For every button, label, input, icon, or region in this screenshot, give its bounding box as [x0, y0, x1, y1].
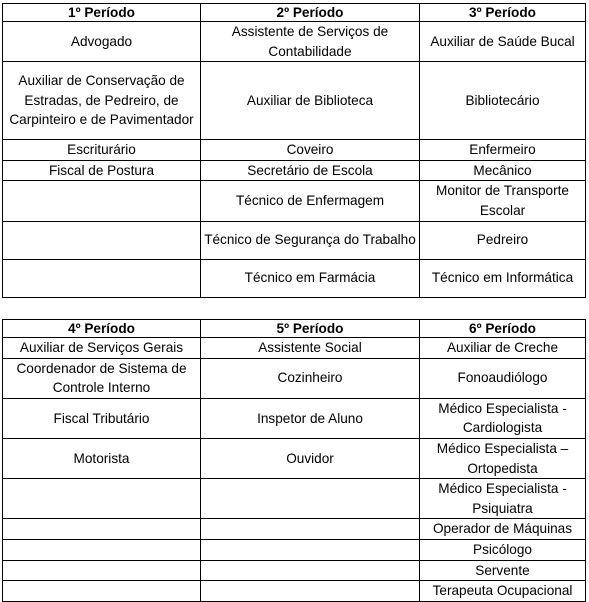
table-cell: [201, 560, 420, 581]
table-cell: Auxiliar de Conservação de Estradas, de Pedreiro, de Carpinteiro e de Pavimentador: [3, 62, 201, 140]
header-period-4: 4º Período: [3, 320, 201, 338]
table-row: [3, 181, 586, 221]
table-cell: Escriturário: [3, 140, 201, 161]
periods-table-1: [2, 3, 586, 298]
table-cell: Auxiliar de Serviços Gerais: [3, 338, 201, 359]
table-cell: Servente: [420, 560, 586, 581]
table-row: [3, 358, 586, 398]
table-cell: Enfermeiro: [420, 140, 586, 161]
table-cell: Médico Especialista - Psiquiatra: [420, 479, 586, 519]
table-row: [3, 398, 586, 438]
table-cell: Técnico de Enfermagem: [201, 181, 420, 221]
table-row: [3, 160, 586, 181]
table-cell: Auxiliar de Saúde Bucal: [420, 22, 586, 62]
table-cell: [201, 581, 420, 602]
table-row: [3, 479, 586, 519]
table-cell: [3, 581, 201, 602]
table-cell: [201, 479, 420, 519]
table-cell: Ouvidor: [201, 438, 420, 478]
table-cell: [3, 519, 201, 540]
table-cell: Fiscal de Postura: [3, 160, 201, 181]
table-cell: Terapeuta Ocupacional: [420, 581, 586, 602]
periods-table-2: [2, 319, 586, 602]
table-cell: Advogado: [3, 22, 201, 62]
table-cell: [3, 560, 201, 581]
table-cell: [3, 221, 201, 259]
table-row: [3, 560, 586, 581]
table-row: [3, 22, 586, 62]
table-cell: Bibliotecário: [420, 62, 586, 140]
table-cell: [3, 479, 201, 519]
table-cell: Fiscal Tributário: [3, 398, 201, 438]
header-row: [3, 320, 586, 338]
table-cell: Médico Especialista - Cardiologista: [420, 398, 586, 438]
table-row: [3, 581, 586, 602]
table-row: [3, 259, 586, 297]
table-cell: Técnico em Informática: [420, 259, 586, 297]
table-cell: Inspetor de Aluno: [201, 398, 420, 438]
table-row: [3, 519, 586, 540]
table-cell: Operador de Máquinas: [420, 519, 586, 540]
header-period-6: 6º Período: [420, 320, 586, 338]
table-cell: Técnico em Farmácia: [201, 259, 420, 297]
table-cell: Coveiro: [201, 140, 420, 161]
table-cell: Cozinheiro: [201, 358, 420, 398]
table-cell: Médico Especialista – Ortopedista: [420, 438, 586, 478]
table-row: [3, 539, 586, 560]
table-row: [3, 338, 586, 359]
table-row: [3, 62, 586, 140]
header-period-5: 5º Período: [201, 320, 420, 338]
table-cell: [3, 539, 201, 560]
table-cell: Pedreiro: [420, 221, 586, 259]
header-period-3: 3º Período: [420, 4, 586, 22]
table-cell: Monitor de Transporte Escolar: [420, 181, 586, 221]
table-cell: Auxiliar de Creche: [420, 338, 586, 359]
table-cell: Secretário de Escola: [201, 160, 420, 181]
table-cell: Assistente de Serviços de Contabilidade: [201, 22, 420, 62]
table-row: [3, 438, 586, 478]
table-row: [3, 140, 586, 161]
table-cell: [201, 539, 420, 560]
table-cell: Psicólogo: [420, 539, 586, 560]
table-cell: Mecânico: [420, 160, 586, 181]
table-cell: [201, 519, 420, 540]
table-cell: Motorista: [3, 438, 201, 478]
table-row: [3, 221, 586, 259]
table-cell: Técnico de Segurança do Trabalho: [201, 221, 420, 259]
table-cell: [3, 181, 201, 221]
header-period-1: 1º Período: [3, 4, 201, 22]
header-period-2: 2º Período: [201, 4, 420, 22]
table-cell: Fonoaudiólogo: [420, 358, 586, 398]
table-cell: Assistente Social: [201, 338, 420, 359]
table-cell: Auxiliar de Biblioteca: [201, 62, 420, 140]
header-row: [3, 4, 586, 22]
table-cell: Coordenador de Sistema de Controle Interno: [3, 358, 201, 398]
table-cell: [3, 259, 201, 297]
